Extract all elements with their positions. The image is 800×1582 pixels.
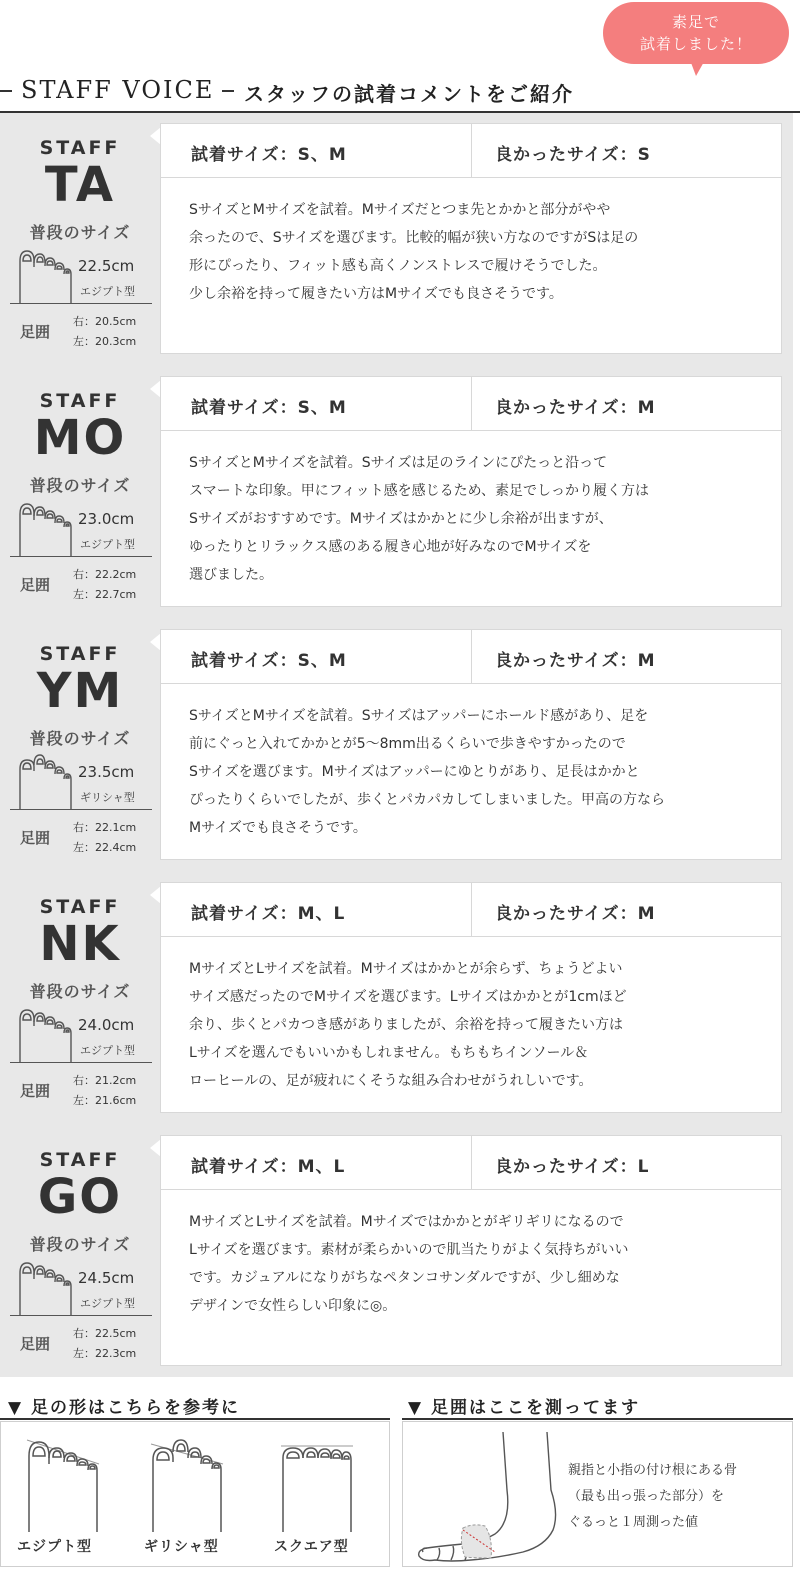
foot-type-label: エジプト型 bbox=[80, 285, 135, 298]
tried-size: 試着サイズ：S、M bbox=[191, 398, 347, 418]
foot-type-label: エジプト型 bbox=[80, 1044, 135, 1057]
good-size: 良かったサイズ：L bbox=[495, 1157, 650, 1177]
staff-profile bbox=[0, 113, 160, 366]
card-header-divider bbox=[471, 377, 472, 430]
greek-caption: ギリシャ型 bbox=[144, 1539, 219, 1555]
staff-entry bbox=[0, 1125, 793, 1378]
egyptian-foot-icon bbox=[16, 500, 78, 556]
usual-size-label: 普段のサイズ bbox=[29, 729, 131, 748]
egyptian-foot-icon bbox=[16, 1006, 78, 1062]
girth-right: 右：22.5cm bbox=[73, 1327, 137, 1340]
card-header-divider bbox=[471, 1136, 472, 1189]
section-header bbox=[0, 72, 800, 112]
staff-initials: TA bbox=[44, 157, 116, 213]
foot-type-label: エジプト型 bbox=[80, 538, 135, 551]
girth-heading: ▼ 足囲はここを測ってます bbox=[408, 1398, 640, 1418]
card-header bbox=[161, 883, 781, 937]
greek-foot-icon bbox=[16, 753, 78, 809]
girth-label: 足囲 bbox=[20, 1082, 51, 1100]
profile-underline bbox=[10, 1315, 152, 1316]
square-caption: スクエア型 bbox=[274, 1539, 349, 1555]
card-header-divider bbox=[471, 124, 472, 177]
staff-profile bbox=[0, 619, 160, 872]
staff-initials: YM bbox=[36, 663, 124, 719]
girth-left: 左：20.3cm bbox=[73, 335, 137, 348]
usual-size-label: 普段のサイズ bbox=[29, 982, 131, 1001]
staff-initials: MO bbox=[33, 410, 127, 466]
bubble-line-1: 素足で bbox=[671, 13, 720, 31]
usual-size-value: 24.5cm bbox=[78, 1269, 135, 1287]
staff-profile bbox=[0, 872, 160, 1125]
girth-label: 足囲 bbox=[20, 1335, 51, 1353]
tried-size: 試着サイズ：M、L bbox=[191, 1157, 346, 1177]
staff-comment: SサイズとMサイズを試着。Mサイズだとつま先とかかと部分がやや 余ったので、Sサイズを選びます。比較的幅が狭い方なのですがSは足の 形にぴったり、フィット感も高くノンストレスで履けそうでした。 少し余裕を持って履きたい方はMサイズでも良さそうです。 bbox=[189, 202, 639, 302]
girth-right: 右：22.2cm bbox=[73, 568, 137, 581]
staff-label: STAFF bbox=[39, 643, 121, 665]
card-header-divider bbox=[471, 630, 472, 683]
usual-size-value: 24.0cm bbox=[78, 1016, 135, 1034]
card-header bbox=[161, 1136, 781, 1190]
header-dash-left bbox=[0, 90, 12, 92]
tried-size: 試着サイズ：S、M bbox=[191, 145, 347, 165]
usual-size-label: 普段のサイズ bbox=[29, 1235, 131, 1254]
staff-comment: MサイズとLサイズを試着。Mサイズではかかとがギリギリになるので Lサイズを選びます。素材が柔らかいので肌当たりがよく気持ちがいい です。カジュアルになりがちなペタンコサンダルですが、少し細めな デザインで女性らしい印象に◎。 bbox=[189, 1214, 629, 1314]
profile-underline bbox=[10, 1062, 152, 1063]
staff-profile bbox=[0, 1125, 160, 1378]
staff-label: STAFF bbox=[39, 390, 121, 412]
foot-shape-divider bbox=[0, 1418, 390, 1420]
girth-label: 足囲 bbox=[20, 323, 51, 341]
egyptian-shape-icon bbox=[23, 1436, 101, 1532]
card-header-divider bbox=[471, 883, 472, 936]
card-header bbox=[161, 124, 781, 178]
card-header bbox=[161, 630, 781, 684]
girth-left: 左：21.6cm bbox=[73, 1094, 137, 1107]
staff-entry bbox=[0, 113, 793, 366]
egyptian-foot-icon bbox=[16, 247, 78, 303]
girth-left: 左：22.7cm bbox=[73, 588, 137, 601]
girth-right: 右：21.2cm bbox=[73, 1074, 137, 1087]
staff-comment: SサイズとMサイズを試着。Sサイズは足のラインにぴたっと沿って スマートな印象。甲にフィット感を感じるため、素足でしっかり履く方は Sサイズがおすすめです。Mサイズはかかとに少し余裕が出ますが、 ゆったりとリラックス感のある履き心地が好みなのでMサイズを 選びました。 bbox=[189, 455, 650, 583]
staff-label: STAFF bbox=[39, 137, 121, 159]
foot-type-label: ギリシャ型 bbox=[80, 791, 135, 804]
foot-shape-box bbox=[0, 1421, 390, 1567]
staff-comment: SサイズとMサイズを試着。Sサイズはアッパーにホールド感があり、足を 前にぐっと入れてかかとが5〜8mm出るくらいで歩きやすかったので Sサイズを選びます。Mサイズはアッパーにゆとりがあり、足長はかかと ぴったりくらいでしたが、歩くとパカパカしてしまいました。甲高の方なら Mサイズでも良さそうです。 bbox=[189, 708, 665, 836]
usual-size-value: 22.5cm bbox=[78, 257, 135, 275]
comment-card bbox=[160, 123, 782, 354]
bubble-line-2: 試着しました！ bbox=[639, 35, 752, 53]
staff-profile bbox=[0, 366, 160, 619]
foot-girth-icon bbox=[411, 1430, 561, 1564]
staff-initials: NK bbox=[39, 916, 121, 972]
staff-voice-panel bbox=[0, 113, 793, 1377]
egyptian-caption: エジプト型 bbox=[17, 1539, 92, 1555]
comment-card bbox=[160, 629, 782, 860]
profile-underline bbox=[10, 809, 152, 810]
girth-left: 左：22.3cm bbox=[73, 1347, 137, 1360]
good-size: 良かったサイズ：M bbox=[495, 651, 656, 671]
profile-underline bbox=[10, 303, 152, 304]
tried-size: 試着サイズ：S、M bbox=[191, 651, 347, 671]
girth-description: 親指と小指の付け根にある骨 （最も出っ張った部分）を ぐるっと１周測った値 bbox=[568, 1463, 738, 1530]
usual-size-value: 23.5cm bbox=[78, 763, 135, 781]
staff-entry bbox=[0, 619, 793, 872]
girth-label: 足囲 bbox=[20, 576, 51, 594]
girth-right: 右：22.1cm bbox=[73, 821, 137, 834]
header-dash-right bbox=[222, 90, 234, 92]
staff-label: STAFF bbox=[39, 896, 121, 918]
foot-shape-heading: ▼ 足の形はこちらを参考に bbox=[8, 1398, 240, 1418]
barefoot-bubble bbox=[603, 2, 789, 64]
header-title-jp: スタッフの試着コメントをご紹介 bbox=[244, 82, 574, 106]
staff-initials: GO bbox=[37, 1169, 123, 1225]
comment-card bbox=[160, 376, 782, 607]
girth-left: 左：22.4cm bbox=[73, 841, 137, 854]
staff-comment: MサイズとLサイズを試着。Mサイズはかかとが余らず、ちょうどよい サイズ感だったのでMサイズを選びます。Lサイズはかかとが1cmほど 余り、歩くとパカつき感がありましたが、余裕を持って履きたい方は Lサイズを選んでもいいかもしれません。もちもちインソール＆ ローヒールの、足が疲れにくそうな組み合わせがうれしいです。 bbox=[189, 961, 627, 1089]
comment-card bbox=[160, 1135, 782, 1366]
foot-type-label: エジプト型 bbox=[80, 1297, 135, 1310]
usual-size-label: 普段のサイズ bbox=[29, 476, 131, 495]
usual-size-value: 23.0cm bbox=[78, 510, 135, 528]
comment-card bbox=[160, 882, 782, 1113]
usual-size-label: 普段のサイズ bbox=[29, 223, 131, 242]
greek-shape-icon bbox=[147, 1436, 225, 1532]
good-size: 良かったサイズ：S bbox=[495, 145, 651, 165]
girth-right: 右：20.5cm bbox=[73, 315, 137, 328]
staff-entry bbox=[0, 366, 793, 619]
header-title-en: STAFF VOICE bbox=[21, 76, 215, 104]
girth-box bbox=[402, 1421, 793, 1567]
staff-entry bbox=[0, 872, 793, 1125]
square-shape-icon bbox=[277, 1436, 355, 1532]
tried-size: 試着サイズ：M、L bbox=[191, 904, 346, 924]
good-size: 良かったサイズ：M bbox=[495, 904, 656, 924]
girth-divider bbox=[402, 1418, 793, 1420]
egyptian-foot-icon bbox=[16, 1259, 78, 1315]
profile-underline bbox=[10, 556, 152, 557]
good-size: 良かったサイズ：M bbox=[495, 398, 656, 418]
girth-label: 足囲 bbox=[20, 829, 51, 847]
card-header bbox=[161, 377, 781, 431]
staff-label: STAFF bbox=[39, 1149, 121, 1171]
